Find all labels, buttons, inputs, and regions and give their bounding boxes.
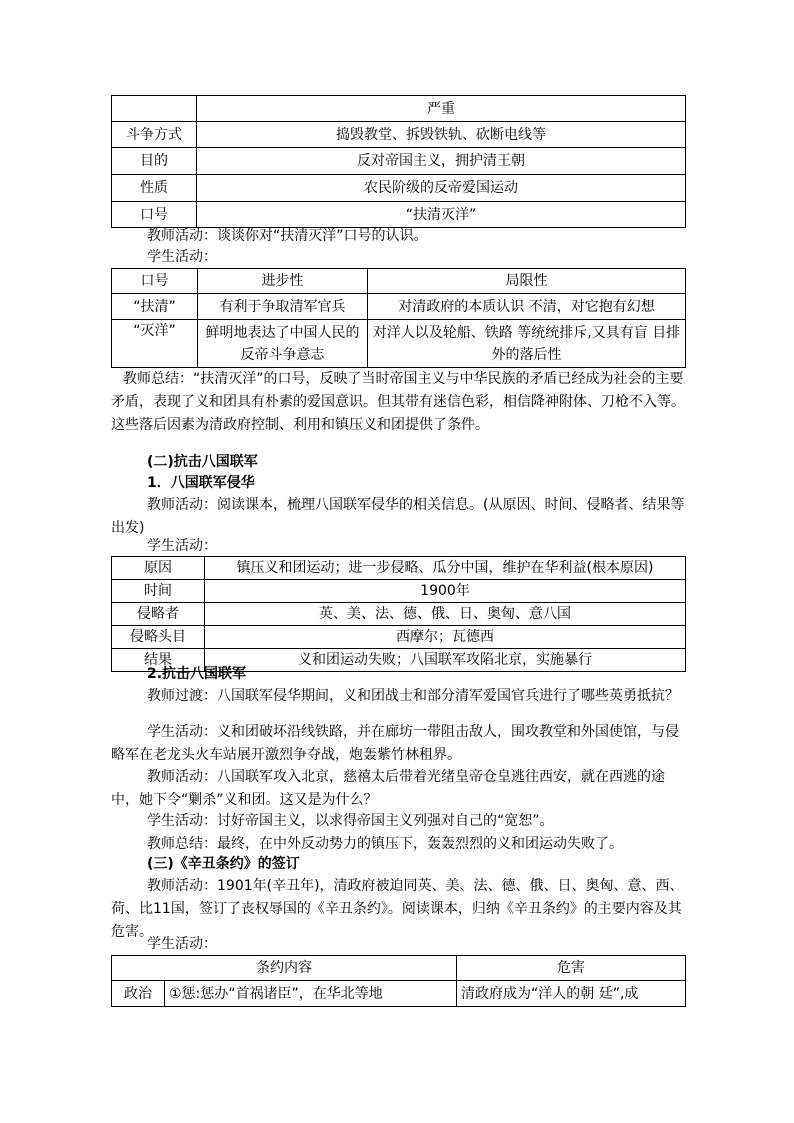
table-cell: 结果 xyxy=(112,649,205,672)
table-cell: 鲜明地表达了中国人民的反帝斗争意志 xyxy=(198,320,368,368)
table-cell: 反对帝国主义，拥护清王朝 xyxy=(197,148,686,175)
table-cell: 目的 xyxy=(112,148,197,175)
teacher-activity-text: 教师活动：1901年(辛丑年)，清政府被迫同英、美、法、德、俄、日、奥匈、意、西、荷、比11国，签订了丧权辱国的《辛丑条约》。阅读课本，归纳《辛丑条约》的主要内容及其危害。 xyxy=(111,878,684,940)
student-activity-text: 学生活动：讨好帝国主义，以求得帝国主义列强对自己的“宽恕”。 xyxy=(147,813,554,829)
teacher-summary-text: 教师总结：“扶清灭洋”的口号，反映了当时帝国主义与中华民族的矛盾已经成为社会的主要矛盾，表现了义和团具有朴素的爱国意识。但其带有迷信色彩，相信降神附体、刀枪不入等。这些落后因素为清政府控制、利用和镇压义和团提供了条件。 xyxy=(111,371,685,433)
table-row xyxy=(112,603,686,626)
table-cell: “扶清” xyxy=(112,294,198,320)
table-cell: 严重 xyxy=(197,96,686,122)
table-row xyxy=(112,557,686,580)
table-cell: “扶清灭洋” xyxy=(197,202,686,228)
table-cell: 性质 xyxy=(112,175,197,202)
column-header: 进步性 xyxy=(198,269,368,294)
table-row xyxy=(112,148,686,175)
section-heading-2: (二)抗击八国联军 xyxy=(147,454,258,470)
table-header-row xyxy=(112,956,686,981)
table-cell: 口号 xyxy=(112,202,197,228)
eight-nation-invasion-table xyxy=(111,556,686,672)
table-row xyxy=(112,580,686,603)
table-cell: 斗争方式 xyxy=(112,122,197,148)
teacher-summary-text: 教师总结：最终，在中外反动势力的镇压下，轰轰烈烈的义和团运动失败了。 xyxy=(147,836,623,852)
table-cell: 侵略头目 xyxy=(112,626,205,649)
table-cell: 西摩尔；瓦德西 xyxy=(205,626,686,649)
teacher-activity-text: 教师活动：阅读课本，梳理八国联军侵华的相关信息。(从原因、时间、侵略者、结果等出发) xyxy=(111,497,685,536)
student-activity-text: 学生活动： xyxy=(147,936,217,952)
column-header: 危害 xyxy=(457,956,686,981)
teacher-activity-text: 教师活动：谈谈你对“扶清灭洋”口号的认识。 xyxy=(147,228,428,244)
subsection-heading-1: 1．八国联军侵华 xyxy=(147,475,255,491)
table-row xyxy=(112,96,686,122)
table-cell: 英、美、法、德、俄、日、奥匈、意八国 xyxy=(205,603,686,626)
table-cell: 对清政府的本质认识 不清，对它抱有幻想 xyxy=(368,294,686,320)
table-row xyxy=(112,981,686,1007)
treaty-content-table xyxy=(111,955,686,1007)
table-row xyxy=(112,626,686,649)
table-cell: 清政府成为“洋人的朝 廷”,成 xyxy=(457,981,686,1007)
table-cell: 义和团运动失败；八国联军攻陷北京，实施暴行 xyxy=(205,649,686,672)
column-header: 条约内容 xyxy=(112,956,457,981)
table-row xyxy=(112,122,686,148)
teacher-activity-text: 教师活动：八国联军攻入北京，慈禧太后带着光绪皇帝仓皇逃往西安，就在西逃的途中，她下令“剿杀”义和团。这又是为什么？ xyxy=(111,769,665,808)
table-row xyxy=(112,175,686,202)
section-heading-3: (三)《辛丑条约》的签订 xyxy=(147,856,300,872)
table-cell: 侵略者 xyxy=(112,603,205,626)
table-cell: 政治 xyxy=(112,981,165,1007)
table-cell: 镇压义和团运动；进一步侵略、瓜分中国，维护在华利益(根本原因) xyxy=(205,557,686,580)
table-row xyxy=(112,320,686,368)
student-activity-text: 学生活动： xyxy=(147,249,217,265)
table-cell: 有利于争取清军官兵 xyxy=(198,294,368,320)
table-cell: 原因 xyxy=(112,557,205,580)
table-cell: 农民阶级的反帝爱国运动 xyxy=(197,175,686,202)
table-cell: 对洋人以及轮船、铁路 等统统排斥,又具有盲 目排外的落后性 xyxy=(368,320,686,368)
table-cell: ①惩:惩办“首祸诸臣”，在华北等地 xyxy=(165,981,457,1007)
table-row xyxy=(112,202,686,228)
teacher-transition-text: 教师过渡：八国联军侵华期间，义和团战士和部分清军爱国官兵进行了哪些英勇抵抗？ xyxy=(147,688,679,704)
boxer-summary-table xyxy=(111,95,686,228)
table-header-row xyxy=(112,269,686,294)
column-header: 局限性 xyxy=(368,269,686,294)
slogan-analysis-table xyxy=(111,268,686,368)
table-cell: 时间 xyxy=(112,580,205,603)
column-header: 口号 xyxy=(112,269,198,294)
subsection-heading-2: 2.抗击八国联军 xyxy=(147,666,247,682)
student-activity-text: 学生活动： xyxy=(147,538,217,554)
table-cell xyxy=(112,96,197,122)
table-cell: “灭洋” xyxy=(112,320,198,368)
student-activity-text: 学生活动：义和团破坏沿线铁路，并在廊坊一带阻击敌人，围攻教堂和外国使馆，与侵略军在老龙头火车站展开激烈争夺战，炮轰紫竹林租界。 xyxy=(111,724,679,763)
table-row xyxy=(112,294,686,320)
table-cell: 1900年 xyxy=(205,580,686,603)
table-cell: 捣毁教堂、拆毁铁轨、砍断电线等 xyxy=(197,122,686,148)
